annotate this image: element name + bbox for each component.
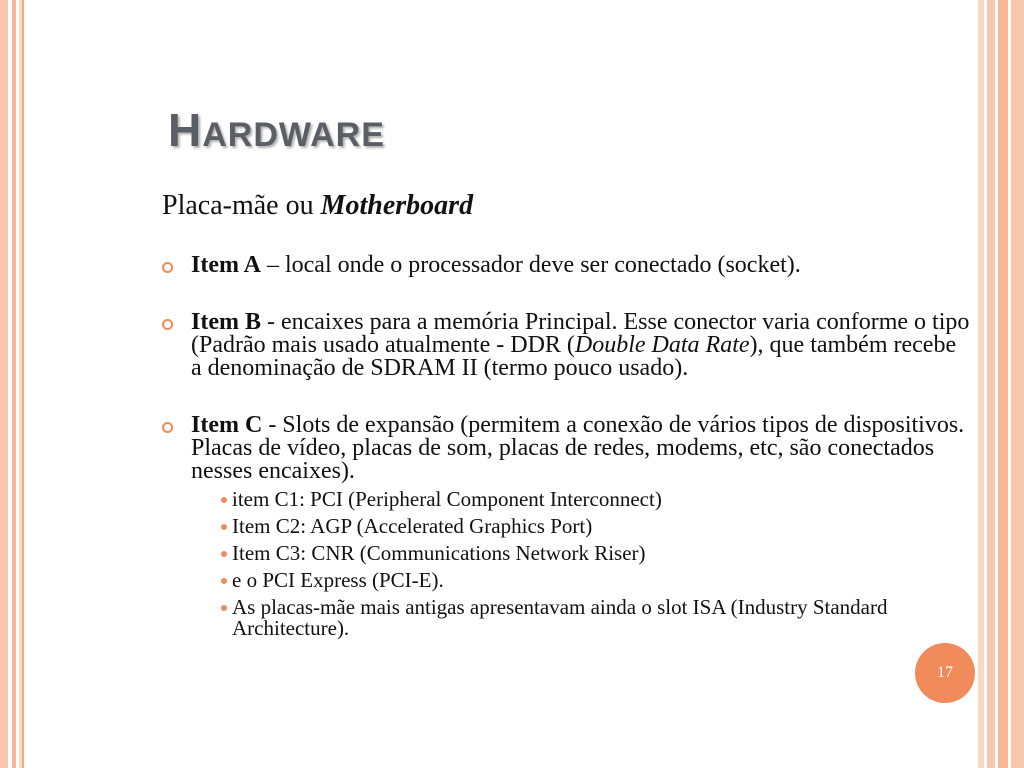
- dot-bullet-icon: [221, 524, 227, 530]
- sub-list-item: [191, 597, 972, 639]
- item-label: Item A: [191, 252, 261, 278]
- item-text-continued: ), que também recebe a denominação de SDRAM II (termo pouco usado).: [191, 332, 957, 381]
- slide-title-initial: H: [168, 104, 203, 156]
- item-label: Item C: [191, 412, 263, 438]
- slide-title-rest: ARDWARE: [202, 116, 385, 154]
- item-text: – local onde o processador deve ser conectado (socket).: [260, 252, 801, 278]
- page-number: 17: [937, 664, 953, 681]
- item-text: - Slots de expansão (permitem a conexão de vários tipos de dispositivos. Placas de vídeo, placas de som, placas de redes, modems, etc, são conectados nesses encaixes).: [191, 412, 965, 484]
- list-item-c: [162, 414, 972, 639]
- ring-bullet-icon: [162, 319, 173, 330]
- sub-item-text: Item C2: AGP (Accelerated Graphics Port): [232, 514, 593, 538]
- sub-item-text: Item C3: CNR (Communications Network Riser): [232, 541, 646, 565]
- sub-list-item: [191, 543, 972, 564]
- item-label: Item B: [191, 309, 261, 335]
- bullet-list: [162, 254, 972, 645]
- sub-item-text: item C1: PCI (Peripheral Component Interconnect): [232, 487, 662, 511]
- subtitle-italic: Motherboard: [320, 190, 474, 221]
- sub-list-item: [191, 516, 972, 537]
- dot-bullet-icon: [221, 497, 227, 503]
- sub-bullet-list: [191, 489, 972, 639]
- dot-bullet-icon: [221, 551, 227, 557]
- sub-list-item: [191, 570, 972, 591]
- slide-subtitle: [162, 188, 473, 224]
- list-item-b: [162, 311, 972, 380]
- list-item-a: [162, 254, 972, 277]
- slide-title: [168, 100, 385, 165]
- sub-item-text: e o PCI Express (PCI-E).: [232, 568, 444, 592]
- sub-item-text: As placas-mãe mais antigas apresentavam ainda o slot ISA (Industry Standard Architecture).: [232, 595, 888, 640]
- page-number-badge: [915, 643, 975, 703]
- sub-list-item: [191, 489, 972, 510]
- dot-bullet-icon: [221, 605, 227, 611]
- subtitle-text: Placa-mãe ou: [162, 190, 321, 221]
- ring-bullet-icon: [162, 262, 173, 273]
- item-text: - encaixes para a memória Principal. Esse conector varia conforme o tipo (Padrão mais usado atualmente - DDR (: [191, 309, 970, 358]
- ring-bullet-icon: [162, 422, 173, 433]
- item-text-italic: Double Data Rate: [574, 332, 750, 358]
- dot-bullet-icon: [221, 578, 227, 584]
